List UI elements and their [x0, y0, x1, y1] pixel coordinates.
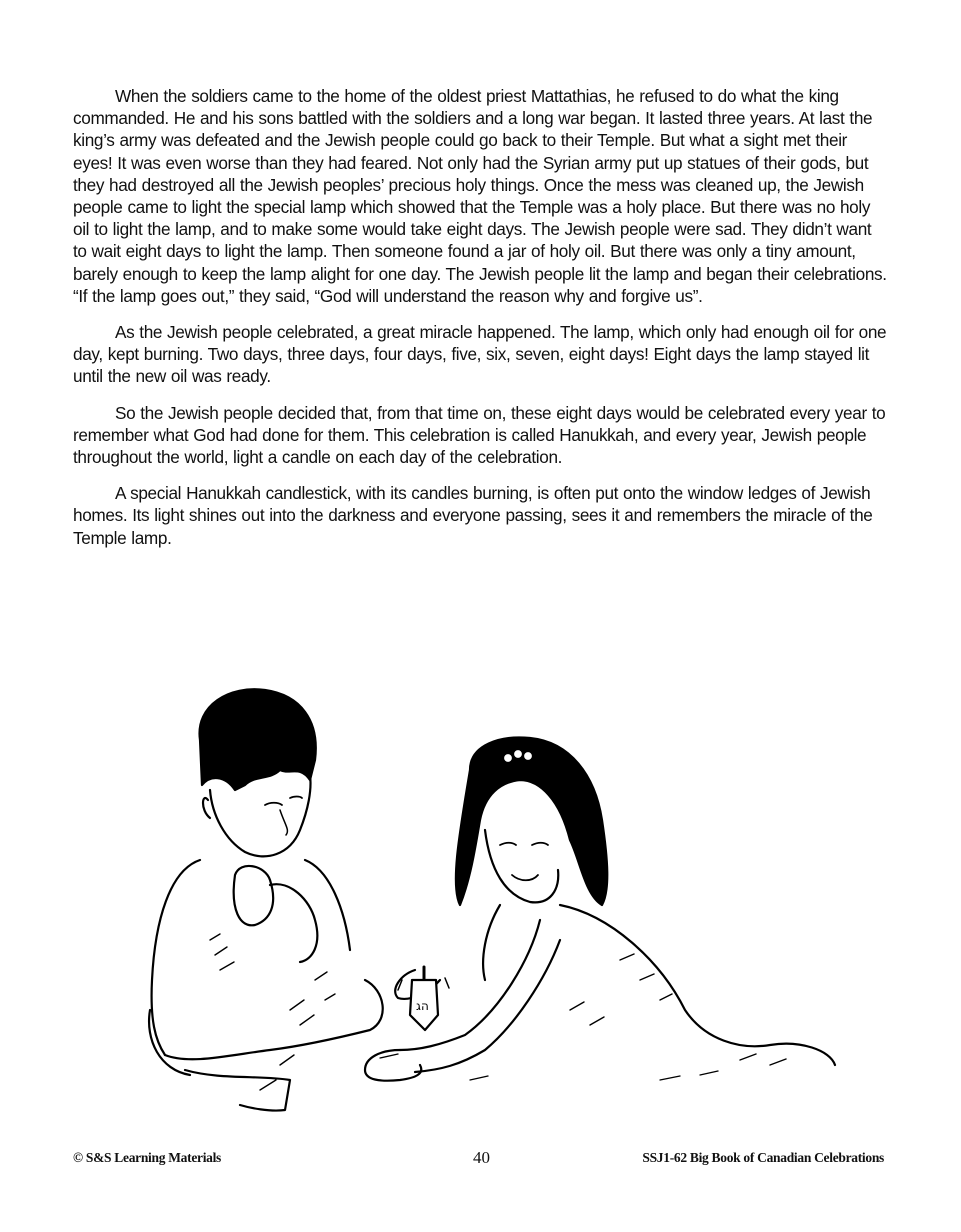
page-number: 40: [473, 1148, 490, 1167]
paragraph-miracle: As the Jewish people celebrated, a great miracle happened. The lamp, which only had enough oil for one day, kept burning. Two days, three days, four days, five, six, seven, eight days! Eight days the lamp stayed lit until the new oil was ready.: [73, 322, 887, 387]
boy-figure-icon: [149, 689, 383, 1110]
body-text: [73, 85, 888, 563]
children-dreidel-illustration: [140, 680, 840, 1120]
paragraph-hanukkah-origin: So the Jewish people decided that, from that time on, these eight days would be celebrated every year to remember what God had done for them. This celebration is called Hanukkah, and every year, Jewish people throughout the world, light a candle on each day of the celebration.: [73, 402, 886, 468]
paragraph-mattathias: When the soldiers came to the home of the oldest priest Mattathias, he refused to do what the king commanded. He and his sons battled with the soldiers and a long war began. It lasted three years. At last the king’s army was defeated and the Jewish people could go back to their Temple. But what a sight met their eyes! It was even worse than they had feared. Not only had the Syrian army put up statues of their gods, but they had destroyed all the Jewish peoples’ precious holy things. Once the mess was cleaned up, the Jewish people came to light the special lamp which showed that the Temple was a holy place. But there was no holy oil to light the lamp, and to make some would take eight days. The Jewish people were sad. They didn’t want to wait eight days to light the lamp. Then someone found a jar of holy oil. But there was only a tiny amount, barely enough to keep the lamp alight for one day. The Jewish people lit the lamp and began their celebrations. “If the lamp goes out,” they said, “God will understand the reason why and forgive us”.: [73, 86, 887, 306]
paragraph-candlestick: A special Hanukkah candlestick, with its candles burning, is often put onto the window ledges of Jewish homes. Its light shines out into the darkness and everyone passing, sees it and remembers the miracle of the Temple lamp.: [73, 483, 873, 548]
footer-book-title: SSJ1-62 Big Book of Canadian Celebrations: [642, 1150, 884, 1165]
footer-copyright: © S&S Learning Materials: [73, 1150, 222, 1165]
page-footer: [73, 1148, 888, 1168]
svg-text:הג: הג: [416, 999, 429, 1013]
girl-figure-icon: [365, 737, 835, 1080]
